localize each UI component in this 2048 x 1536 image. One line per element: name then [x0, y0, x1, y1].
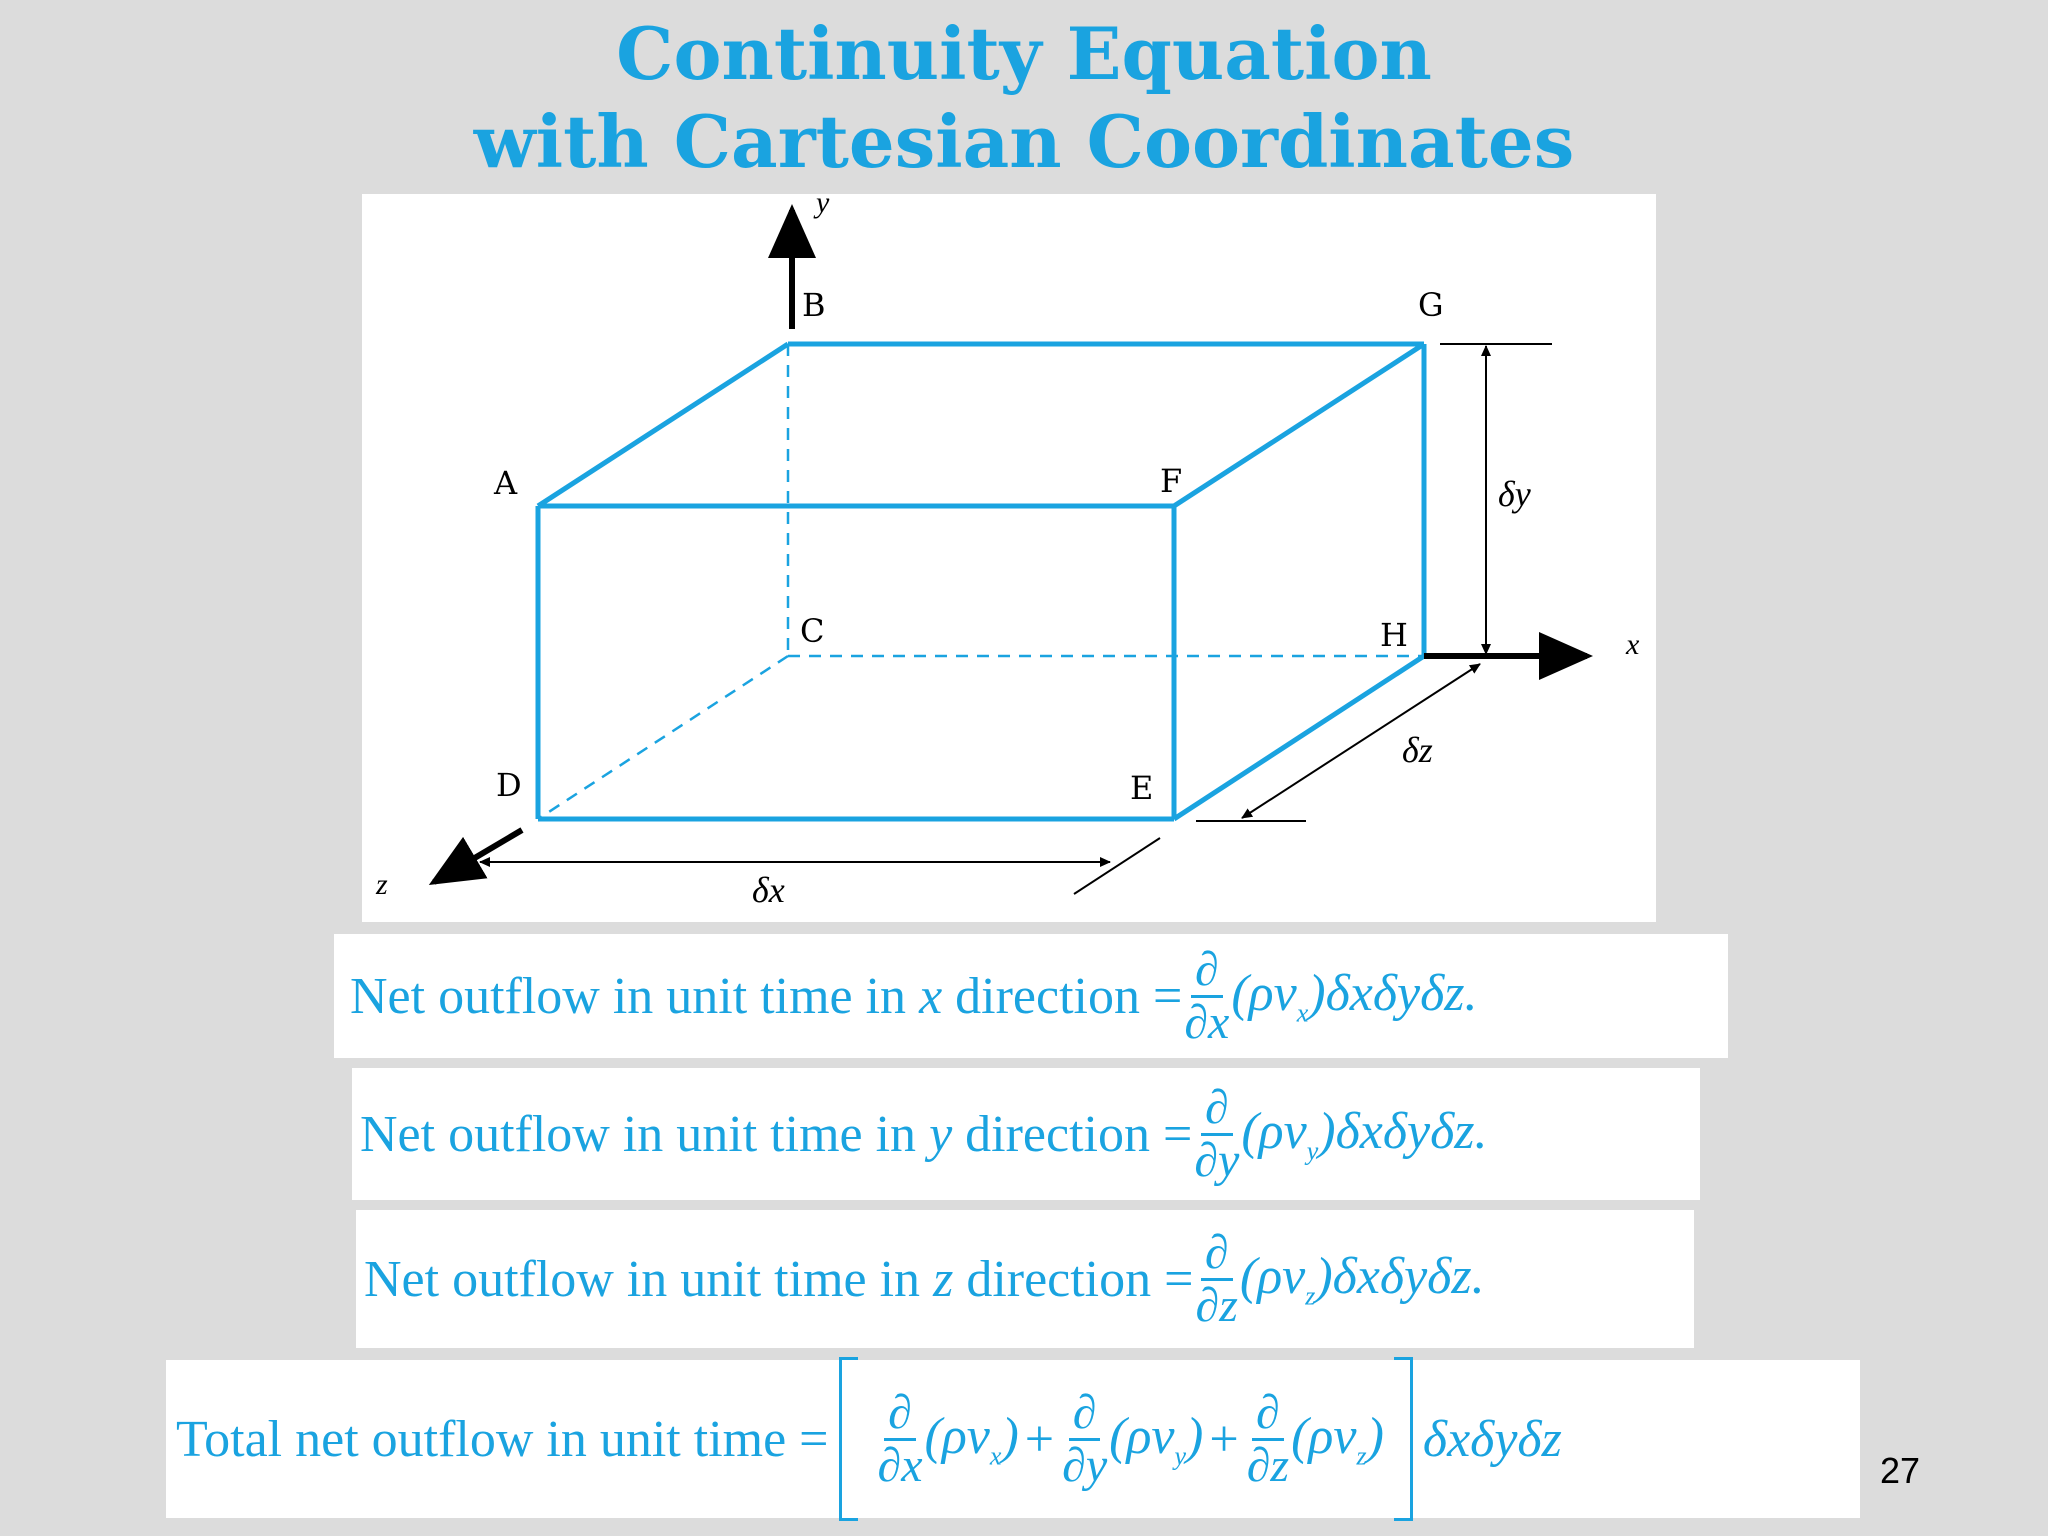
equation-total-close-x: )	[1001, 1407, 1019, 1465]
equation-total-rho-y: (ρv	[1109, 1407, 1175, 1465]
equation-total-term-x	[925, 1407, 1019, 1471]
equation-total-denominator-z: ∂z	[1246, 1438, 1290, 1492]
vertex-label-b: B	[802, 286, 826, 324]
equation-x-direction	[334, 934, 1728, 1058]
equation-total	[166, 1360, 1860, 1518]
equation-y-direction	[352, 1068, 1700, 1200]
equation-x-variable: x	[919, 967, 943, 1025]
equation-y-tail	[1241, 1102, 1487, 1166]
equation-total-numerator-y: ∂	[1069, 1388, 1101, 1441]
control-volume-figure	[362, 194, 1656, 922]
equation-y-derivative	[1194, 1080, 1240, 1187]
equation-z-tail	[1240, 1247, 1485, 1311]
control-volume-diagram	[362, 194, 1656, 922]
equation-z-numerator: ∂	[1201, 1228, 1233, 1281]
edge-cd	[538, 656, 788, 819]
vertex-label-h: H	[1380, 616, 1408, 654]
slide-title-line2: with Cartesian Coordinates	[473, 99, 1575, 184]
axes	[434, 210, 1587, 882]
vertex-label-f: F	[1160, 462, 1183, 500]
equation-total-prefix: Total net outflow in unit time =	[176, 1410, 829, 1468]
edge-gf	[1174, 344, 1424, 506]
edge-eh	[1174, 656, 1424, 819]
equation-total-plus-2: +	[1209, 1410, 1239, 1468]
equation-total-numerator-x: ∂	[884, 1388, 916, 1441]
equation-z-subscript: z	[1305, 1281, 1316, 1311]
equation-x-tail	[1231, 964, 1477, 1028]
equation-z-derivative	[1195, 1225, 1238, 1332]
equation-x-prefix: Net outflow in unit time in	[350, 967, 907, 1025]
vertex-label-c: C	[800, 612, 825, 650]
equation-total-rho-z: (ρv	[1291, 1407, 1357, 1465]
equation-total-rho-x: (ρv	[924, 1407, 990, 1465]
equation-z-rest: )δxδyδz.	[1315, 1247, 1485, 1305]
equation-z-denominator: ∂z	[1195, 1278, 1238, 1332]
equation-z-variable: z	[933, 1250, 954, 1308]
equation-total-right-bracket	[1394, 1357, 1413, 1521]
equation-total-close-z: )	[1366, 1407, 1384, 1465]
dz-dimension	[1242, 664, 1480, 818]
equation-total-left-bracket	[839, 1357, 858, 1521]
equation-x-derivative	[1184, 942, 1230, 1049]
vertex-label-d: D	[496, 766, 522, 804]
equation-y-subscript: y	[1306, 1136, 1319, 1166]
equation-y-denominator: ∂y	[1194, 1133, 1240, 1187]
dx-label: δx	[752, 870, 785, 910]
equation-total-subscript-x: x	[989, 1441, 1002, 1471]
y-axis-label: y	[816, 194, 830, 219]
z-axis-arrow	[434, 830, 522, 882]
page-number: 27	[1880, 1450, 1921, 1491]
equation-total-derivative-x	[877, 1385, 923, 1492]
equation-total-derivative-z	[1246, 1385, 1290, 1492]
x-axis-label: x	[1626, 628, 1640, 661]
dx-extension	[1074, 838, 1160, 894]
edge-ab	[538, 344, 788, 506]
equation-y-variable: y	[929, 1105, 953, 1163]
equation-total-derivative-y	[1062, 1385, 1108, 1492]
equation-x-denominator: ∂x	[1184, 995, 1230, 1049]
equation-total-term-z	[1291, 1407, 1384, 1471]
equation-z-rho: (ρv	[1239, 1247, 1306, 1305]
equation-total-rest: δxδyδz	[1422, 1410, 1562, 1468]
slide-title	[0, 10, 2048, 186]
equation-total-denominator-x: ∂x	[877, 1438, 923, 1492]
equation-x-text	[350, 967, 1182, 1026]
equation-y-prefix: Net outflow in unit time in	[360, 1105, 917, 1163]
equation-total-subscript-y: y	[1174, 1441, 1187, 1471]
equation-x-numerator: ∂	[1191, 945, 1223, 998]
equation-total-numerator-z: ∂	[1252, 1388, 1284, 1441]
equation-z-direction	[356, 1210, 1694, 1348]
equation-x-rho: (ρv	[1231, 964, 1297, 1022]
equation-total-plus-1: +	[1024, 1410, 1055, 1468]
equation-x-subscript: x	[1296, 998, 1309, 1028]
equation-z-text	[364, 1250, 1193, 1309]
visible-edges	[538, 344, 1424, 819]
hidden-edges	[538, 344, 1424, 819]
vertex-label-e: E	[1130, 769, 1154, 807]
equation-total-denominator-y: ∂y	[1062, 1438, 1108, 1492]
equation-y-suffix: direction =	[965, 1105, 1193, 1163]
equation-x-rest: )δxδyδz.	[1308, 964, 1478, 1022]
equation-total-term-y	[1109, 1407, 1203, 1471]
z-axis-label: z	[376, 868, 388, 901]
equation-z-suffix: direction =	[966, 1250, 1194, 1308]
equation-total-subscript-z: z	[1356, 1441, 1367, 1471]
equation-z-prefix: Net outflow in unit time in	[364, 1250, 921, 1308]
equation-y-numerator: ∂	[1201, 1083, 1233, 1136]
dy-label: δy	[1498, 474, 1531, 514]
dz-label: δz	[1402, 730, 1433, 770]
vertex-label-a: A	[494, 464, 518, 502]
equation-y-rest: )δxδyδz.	[1318, 1102, 1488, 1160]
equation-y-text	[360, 1105, 1192, 1164]
equation-x-suffix: direction =	[955, 967, 1183, 1025]
equation-y-rho: (ρv	[1241, 1102, 1307, 1160]
slide-title-line1: Continuity Equation	[616, 11, 1432, 96]
equation-total-close-y: )	[1186, 1407, 1204, 1465]
vertex-label-g: G	[1418, 286, 1444, 324]
